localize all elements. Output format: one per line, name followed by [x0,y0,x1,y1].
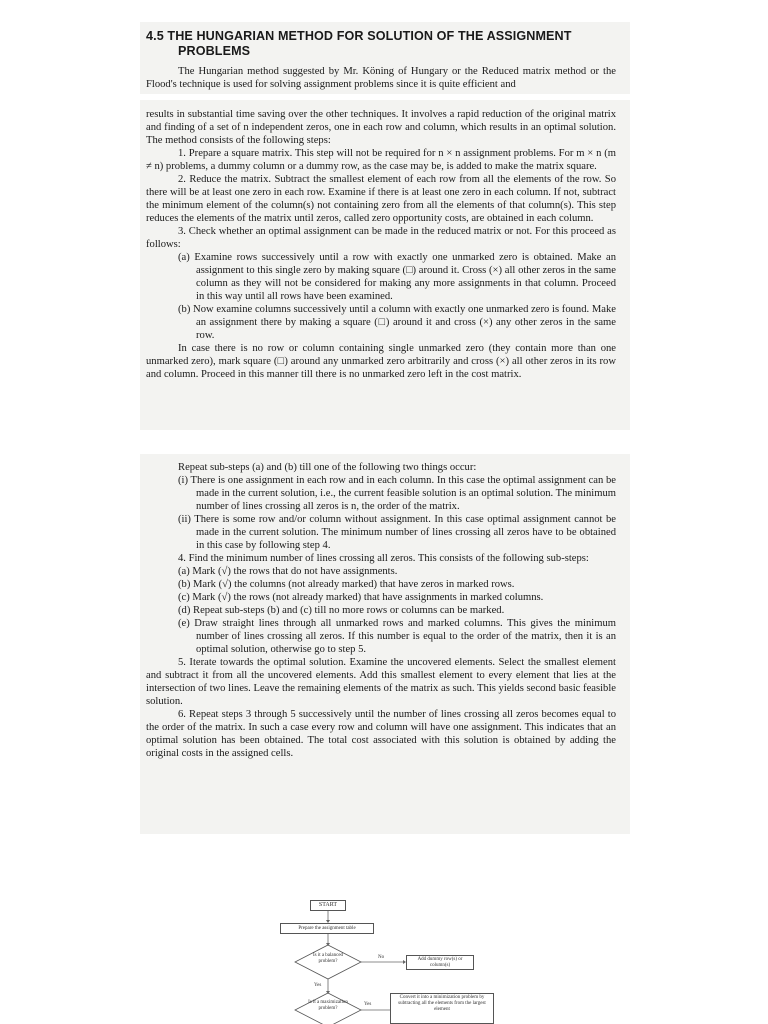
yes-label-2: Yes [364,1002,372,1007]
step-6: 6. Repeat steps 3 through 5 successively until the number of lines crossing all zeros becomes equal to the order of the matrix. In such a case every row and column will have one assignment. This indicates that an optimal solution has been obtained. The total cost associated with this solution is obtained by adding the original costs in the assigned cells. [146,709,616,759]
start-terminal: START [310,900,346,911]
no-label: No [378,955,385,960]
prepare-table-process: Prepare the assignment table [280,923,374,934]
convert-minimization-process: Convert it into a minimization problem by subtracting all the elements from the largest element [390,993,494,1024]
step-3-note: In case there is no row or column containing single unmarked zero (they contain more than one unmarked zero), mark square (□) around any unmarked zero arbitrarily and cross (×) all other zeros in its row and column. Proceed in this manner till there is no unmarked zero left in the cost matrix. [146,343,616,380]
step-4b: (b) Mark (√) the columns (not already marked) that have zeros in marked rows. [178,579,515,590]
step-4a: (a) Mark (√) the rows that do not have assignments. [178,566,398,577]
intro-paragraph-1: The Hungarian method suggested by Mr. Köning of Hungary or the Reduced matrix method or the Flood's technique is used for solving assignment problems since it is quite efficient and [146,66,616,90]
step-3: 3. Check whether an optimal assignment can be made in the reduced matrix or not. For this proceed as follows: [146,226,616,250]
step-3b: (b) Now examine columns successively until a column with exactly one unmarked zero is found. Make an assignment there by making a square (□) around it and cross (×) any other zeros in the same row. [178,304,616,341]
outcome-i: (i) There is one assignment in each row and in each column. In this case the optimal assignment can be made in the current solution, i.e., the current feasible solution is an optimal solution. The minimum number of lines crossing all zeros is n, the order of the matrix. [178,475,616,512]
outcome-ii: (ii) There is some row and/or column without assignment. In this case optimal assignment cannot be made in the current solution. The minimum number of lines crossing all zeros have to be obtained in this case by following step 4. [178,514,616,551]
yes-label-1: Yes [314,983,322,988]
step-3a: (a) Examine rows successively until a row with exactly one unmarked zero is obtained. Make an assignment to this single zero by making square (□) around it. Cross (×) all other zeros in the same column as they will not be considered for making any more assignments in that column. Proceed in this way until all rows have been examined. [178,252,616,302]
step-5: 5. Iterate towards the optimal solution. Examine the uncovered elements. Select the smallest element and subtract it from all the uncovered elements. Add this smallest element to every element that lies at the intersection of two lines. Leave the remaining elements of the matrix as such. This yields second basic feasible solution. [146,657,616,707]
step-2: 2. Reduce the matrix. Subtract the smallest element of each row from all the elements of the row. So there will be at least one zero in each row. Examine if there is at least one zero in each column. If not, subtract the minimum element of the column(s) not containing zero from all the elements of that column(s). This step reduces the elements of the matrix until zeros, called zero opportunity costs, are obtained in each column. [146,174,616,224]
balanced-question: Is it a balanced problem? [312,953,344,964]
add-dummy-process: Add dummy row(s) or column(s) [406,955,474,970]
maximization-question: Is it a maximization problem? [308,1000,348,1011]
intro-paragraph-2: results in substantial time saving over the other techniques. It involves a rapid reduction of the original matrix and finding of a set of n independent zeros, one in each row and column, which results in an optimal solution. The method consists of the following steps: [146,109,616,146]
step-1: 1. Prepare a square matrix. This step will not be required for n × n assignment problems. For m × n (m ≠ n) problems, a dummy column or a dummy row, as the case may be, is added to make the matrix square. [146,148,616,172]
section-title: 4.5 THE HUNGARIAN METHOD FOR SOLUTION OF THE ASSIGNMENT PROBLEMS [146,29,572,58]
step-4: 4. Find the minimum number of lines crossing all zeros. This consists of the following sub-steps: [178,553,589,564]
step-4e: (e) Draw straight lines through all unmarked rows and marked columns. This gives the minimum number of lines crossing all zeros. If this number is equal to the order of the matrix, then it is an optimal solution, otherwise go to step 5. [178,618,616,655]
step-4d: (d) Repeat sub-steps (b) and (c) till no more rows or columns can be marked. [178,605,505,616]
repeat-note: Repeat sub-steps (a) and (b) till one of the following two things occur: [178,462,477,473]
step-4c: (c) Mark (√) the rows (not already marked) that have assignments in marked columns. [178,592,544,603]
